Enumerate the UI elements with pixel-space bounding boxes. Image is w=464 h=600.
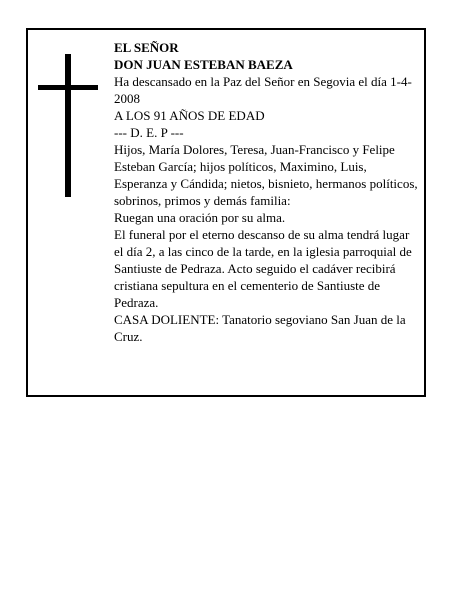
- age-statement: A LOS 91 AÑOS DE EDAD: [114, 108, 265, 123]
- title-line-1: EL SEÑOR: [114, 40, 179, 55]
- deceased-name: DON JUAN ESTEBAN BAEZA: [114, 57, 293, 72]
- cross-icon: [38, 54, 98, 197]
- rest-statement: Ha descansado en la Paz del Señor en Segovia el día 1-4-2008: [114, 74, 412, 106]
- prayer-request: Ruegan una oración por su alma.: [114, 210, 286, 225]
- cross-horizontal-bar: [38, 85, 98, 90]
- obituary-text: [114, 39, 419, 345]
- cross-vertical-bar: [65, 54, 71, 197]
- rip-line: --- D. E. P ---: [114, 125, 184, 140]
- funeral-details: El funeral por el eterno descanso de su alma tendrá lugar el día 2, a las cinco de la tarde, en la iglesia parroquial de Santiuste de Pedraza. Acto seguido el cadáver recibirá cristiana sepultura en el cementerio de Santiuste de Pedraza.: [114, 227, 412, 310]
- mourning-house: CASA DOLIENTE: Tanatorio segoviano San Juan de la Cruz.: [114, 312, 406, 344]
- family-list: Hijos, María Dolores, Teresa, Juan-Francisco y Felipe Esteban García; hijos políticos, Maximino, Luis, Esperanza y Cándida; nietos, bisnieto, hermanos políticos, sobrinos, primos y demás familia:: [114, 142, 418, 208]
